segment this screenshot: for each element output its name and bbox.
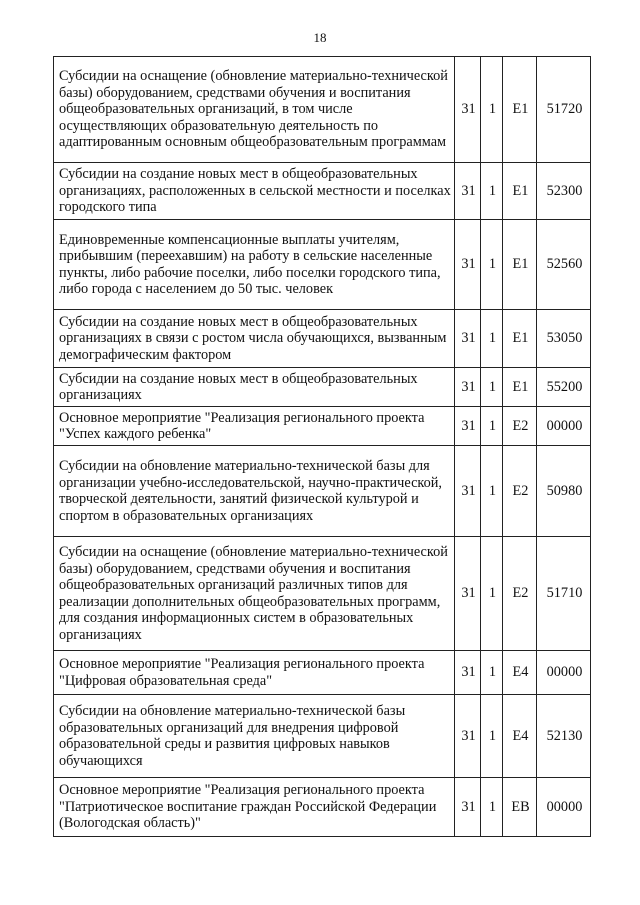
row-description: Субсидии на обновление материально-технической базы для организации учебно-исследовательской, научно-практической, творческой деятельности, занятий физической культурой и спортом в образовательных организациях xyxy=(54,446,455,537)
row-description: Основное мероприятие "Реализация регионального проекта "Цифровая образовательная среда" xyxy=(54,651,455,695)
table-row xyxy=(54,407,591,446)
table-row xyxy=(54,778,591,837)
project-code: EB xyxy=(503,778,537,837)
program-code: 31 xyxy=(455,651,481,695)
program-code: 31 xyxy=(455,695,481,778)
direction-code: 51720 xyxy=(537,57,591,163)
subprogram-code: 1 xyxy=(481,310,503,368)
program-code: 31 xyxy=(455,163,481,220)
subprogram-code: 1 xyxy=(481,407,503,446)
page-number: 18 xyxy=(313,30,327,45)
direction-code: 55200 xyxy=(537,368,591,407)
program-code: 31 xyxy=(455,446,481,537)
project-code: E1 xyxy=(503,368,537,407)
direction-code: 53050 xyxy=(537,310,591,368)
table-row xyxy=(54,695,591,778)
table-row xyxy=(54,368,591,407)
subprogram-code: 1 xyxy=(481,163,503,220)
direction-code: 00000 xyxy=(537,778,591,837)
table-row xyxy=(54,537,591,651)
table-row xyxy=(54,446,591,537)
direction-code: 00000 xyxy=(537,651,591,695)
row-description: Субсидии на создание новых мест в общеобразовательных организациях в связи с ростом числа обучающихся, вызванным демографическим фактором xyxy=(54,310,455,368)
subprogram-code: 1 xyxy=(481,57,503,163)
program-code: 31 xyxy=(455,407,481,446)
direction-code: 52300 xyxy=(537,163,591,220)
table-row xyxy=(54,310,591,368)
subprogram-code: 1 xyxy=(481,537,503,651)
program-code: 31 xyxy=(455,778,481,837)
table-row xyxy=(54,651,591,695)
project-code: E2 xyxy=(503,537,537,651)
project-code: E4 xyxy=(503,695,537,778)
subprogram-code: 1 xyxy=(481,778,503,837)
row-description: Субсидии на обновление материально-технической базы образовательных организаций для внедрения цифровой образовательной среды и развития цифровых навыков обучающихся xyxy=(54,695,455,778)
direction-code: 00000 xyxy=(537,407,591,446)
row-description: Субсидии на создание новых мест в общеобразовательных организациях, расположенных в сельской местности и поселках городского типа xyxy=(54,163,455,220)
program-code: 31 xyxy=(455,368,481,407)
subprogram-code: 1 xyxy=(481,695,503,778)
project-code: E4 xyxy=(503,651,537,695)
row-description: Субсидии на оснащение (обновление материально-технической базы) оборудованием, средствами обучения и воспитания общеобразовательных организаций различных типов для реализации дополнительных общеобразовательных программ, для создания информационных систем в образовательных организациях xyxy=(54,537,455,651)
budget-classification-table xyxy=(53,56,591,837)
direction-code: 52560 xyxy=(537,220,591,310)
direction-code: 52130 xyxy=(537,695,591,778)
direction-code: 50980 xyxy=(537,446,591,537)
project-code: E1 xyxy=(503,163,537,220)
row-description: Единовременные компенсационные выплаты учителям, прибывшим (переехавшим) на работу в сельские населенные пункты, либо рабочие поселки, либо поселки городского типа, либо города с населением до 50 тыс. человек xyxy=(54,220,455,310)
project-code: E1 xyxy=(503,57,537,163)
row-description: Основное мероприятие "Реализация регионального проекта "Успех каждого ребенка" xyxy=(54,407,455,446)
direction-code: 51710 xyxy=(537,537,591,651)
subprogram-code: 1 xyxy=(481,220,503,310)
row-description: Субсидии на создание новых мест в общеобразовательных организациях xyxy=(54,368,455,407)
row-description: Основное мероприятие "Реализация регионального проекта "Патриотическое воспитание граждан Российской Федерации (Вологодская область)" xyxy=(54,778,455,837)
project-code: E2 xyxy=(503,446,537,537)
row-description: Субсидии на оснащение (обновление материально-технической базы) оборудованием, средствами обучения и воспитания общеобразовательных организаций, в том числе осуществляющих образовательную деятельность по адаптированным основным общеобразовательным программам xyxy=(54,57,455,163)
program-code: 31 xyxy=(455,310,481,368)
table-row xyxy=(54,163,591,220)
program-code: 31 xyxy=(455,57,481,163)
subprogram-code: 1 xyxy=(481,446,503,537)
program-code: 31 xyxy=(455,220,481,310)
table-row xyxy=(54,220,591,310)
program-code: 31 xyxy=(455,537,481,651)
project-code: E2 xyxy=(503,407,537,446)
project-code: E1 xyxy=(503,310,537,368)
project-code: E1 xyxy=(503,220,537,310)
table-row xyxy=(54,57,591,163)
subprogram-code: 1 xyxy=(481,651,503,695)
subprogram-code: 1 xyxy=(481,368,503,407)
